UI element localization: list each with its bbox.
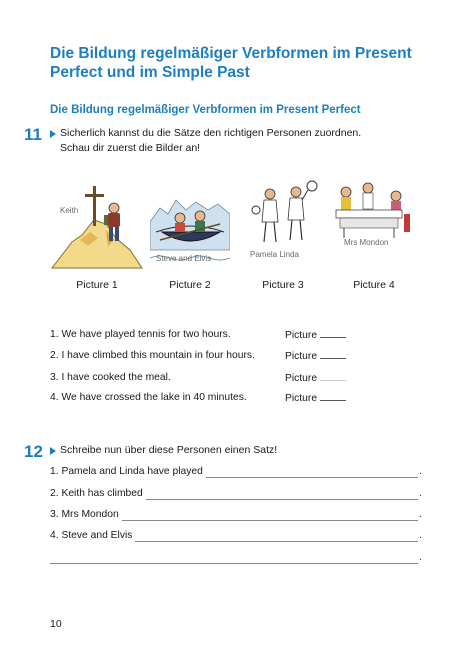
sentence-2: 2. I have climbed this mountain in four hours. xyxy=(50,350,255,361)
answer-line[interactable] xyxy=(135,531,418,542)
page-number: 10 xyxy=(50,618,62,630)
exercise-11-number: 11 xyxy=(24,125,42,144)
answer-blank[interactable] xyxy=(320,328,346,338)
prompt-2: 2. Keith has climbed xyxy=(50,488,143,499)
dinner-table-icon xyxy=(330,180,412,272)
prompt-3: 3. Mrs Mondon xyxy=(50,509,119,520)
sentence-3-answer xyxy=(285,371,346,385)
picture-1-illustration xyxy=(50,180,145,272)
prompt-row-4 xyxy=(50,529,422,542)
answer-blank[interactable] xyxy=(320,391,346,401)
picture-4-caption: Picture 4 xyxy=(353,279,395,291)
sentence-3: 3. I have cooked the meal. xyxy=(50,372,171,383)
prompt-4: 4. Steve and Elvis xyxy=(50,530,133,541)
picture-1-name: Keith xyxy=(60,206,79,215)
line-period: . xyxy=(419,466,422,477)
answer-blank[interactable] xyxy=(320,371,346,381)
sentence-1-answer xyxy=(285,328,346,342)
answer-blank[interactable] xyxy=(320,349,346,359)
picture-label: Picture xyxy=(285,351,318,362)
prompt-row-5 xyxy=(50,551,422,564)
picture-4-name: Mrs Mondon xyxy=(344,238,389,247)
answer-line[interactable] xyxy=(50,553,418,564)
sentence-4: 4. We have crossed the lake in 40 minutes. xyxy=(50,392,247,403)
picture-4-illustration xyxy=(330,180,412,272)
picture-label: Picture xyxy=(285,373,318,384)
prompt-row-3 xyxy=(50,508,422,521)
exercise-12-instruction: Schreibe nun über diese Personen einen Satz! xyxy=(60,444,278,456)
line-period: . xyxy=(419,530,422,541)
prompt-1: 1. Pamela and Linda have played xyxy=(50,466,203,477)
picture-3-caption: Picture 3 xyxy=(262,279,304,291)
instruction-line-2: Schau dir zuerst die Bilder an! xyxy=(60,142,201,154)
section-subtitle: Die Bildung regelmäßiger Verbformen im Present Perfect xyxy=(50,104,361,116)
line-period: . xyxy=(419,552,422,563)
prompt-row-2 xyxy=(50,487,422,500)
picture-2-caption: Picture 2 xyxy=(169,279,211,291)
prompt-row-1 xyxy=(50,465,422,478)
exercise-11-arrow-icon xyxy=(50,130,56,138)
sentence-2-answer xyxy=(285,349,346,363)
picture-3-name: Pamela Linda xyxy=(250,250,299,259)
answer-line[interactable] xyxy=(206,467,418,478)
picture-3-illustration xyxy=(248,180,320,272)
instruction-line-1: Sicherlich kannst du die Sätze den richtigen Personen zuordnen. xyxy=(60,127,362,139)
line-period: . xyxy=(419,509,422,520)
mountain-climber-icon xyxy=(50,180,145,272)
picture-2-illustration xyxy=(150,180,230,272)
sentence-4-answer xyxy=(285,391,346,405)
exercise-11-instruction xyxy=(60,126,440,156)
picture-label: Picture xyxy=(285,393,318,404)
answer-line[interactable] xyxy=(122,510,418,521)
picture-2-name: Steve and Elvis xyxy=(156,254,212,263)
exercise-12-number: 12 xyxy=(24,442,43,461)
line-period: . xyxy=(419,488,422,499)
answer-line[interactable] xyxy=(146,489,418,500)
picture-label: Picture xyxy=(285,330,318,341)
picture-1-caption: Picture 1 xyxy=(76,279,118,291)
exercise-12-arrow-icon xyxy=(50,447,56,455)
page-title: Die Bildung regelmäßiger Verbformen im Present Perfect und im Simple Past xyxy=(50,45,412,81)
sentence-1: 1. We have played tennis for two hours. xyxy=(50,329,231,340)
